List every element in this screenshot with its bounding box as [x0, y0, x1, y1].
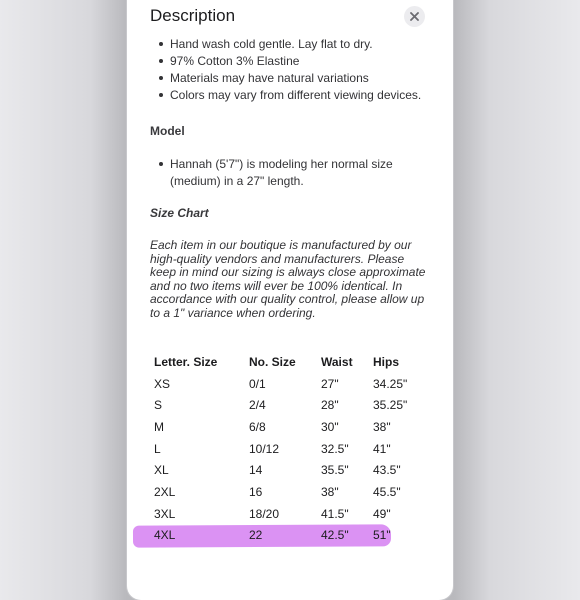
bullet-icon	[159, 162, 163, 166]
table-cell: 45.5"	[373, 484, 401, 499]
table-cell: 41"	[373, 441, 391, 456]
table-cell: 2/4	[249, 398, 266, 413]
table-cell: XS	[154, 376, 171, 391]
table-cell: 32.5"	[321, 441, 349, 456]
table-header-row	[151, 351, 423, 373]
bullet-icon	[159, 93, 163, 97]
table-cell: 6/8	[249, 419, 266, 434]
list-item: Hand wash cold gentle. Lay flat to dry.	[158, 36, 438, 53]
table-cell: 28"	[321, 398, 339, 413]
model-heading: Model	[150, 124, 185, 138]
size-table	[151, 351, 423, 546]
column-header: Letter. Size	[154, 354, 218, 369]
table-cell: L	[154, 441, 161, 456]
table-cell: 16	[249, 484, 263, 499]
table-cell: 27"	[321, 376, 339, 391]
table-cell: 38"	[321, 484, 339, 499]
table-cell: 2XL	[154, 484, 176, 499]
table-row-highlighted	[151, 525, 423, 547]
table-cell: 51"	[373, 528, 391, 543]
table-cell: S	[154, 398, 163, 413]
column-header: No. Size	[249, 354, 296, 369]
table-cell: 10/12	[249, 441, 280, 456]
table-cell: 35.25"	[373, 398, 408, 413]
size-chart-heading: Size Chart	[150, 206, 209, 220]
table-cell: 22	[249, 528, 263, 543]
table-cell: 14	[249, 463, 263, 478]
table-cell: 30"	[321, 419, 339, 434]
table-cell: XL	[154, 463, 169, 478]
close-button[interactable]	[404, 6, 425, 27]
list-item: 97% Cotton 3% Elastine	[158, 53, 438, 70]
table-row	[151, 416, 423, 438]
table-cell: 49"	[373, 506, 391, 521]
table-row	[151, 373, 423, 395]
table-cell: 0/1	[249, 376, 266, 391]
list-item: Colors may vary from different viewing devices.	[158, 87, 438, 104]
table-row	[151, 503, 423, 525]
table-cell: 4XL	[154, 528, 176, 543]
care-list	[158, 36, 438, 104]
sheet-title: Description	[150, 6, 236, 25]
table-row	[151, 481, 423, 503]
close-icon	[410, 12, 419, 21]
table-cell: 3XL	[154, 506, 176, 521]
table-cell: 41.5"	[321, 506, 349, 521]
table-row	[151, 438, 423, 460]
table-row	[151, 394, 423, 416]
list-item: Hannah (5'7") is modeling her normal size (medium) in a 27" length.	[158, 156, 398, 190]
table-cell: 18/20	[249, 506, 280, 521]
table-cell: 43.5"	[373, 463, 401, 478]
bullet-icon	[159, 59, 163, 63]
table-cell: 38"	[373, 419, 391, 434]
bullet-icon	[159, 42, 163, 46]
bullet-icon	[159, 76, 163, 80]
table-cell: 42.5"	[321, 528, 349, 543]
table-cell: 34.25"	[373, 376, 408, 391]
model-list	[158, 156, 398, 190]
size-chart-description: Each item in our boutique is manufactured by our high-quality vendors and manufacturers. Please keep in mind our sizing is always close approximate and no two items will ever be 100% identical. In accordance with our quality control, please allow up to a 1" variance when ordering.	[150, 238, 426, 320]
table-cell: M	[154, 419, 164, 434]
table-cell: 35.5"	[321, 463, 349, 478]
column-header: Waist	[321, 354, 353, 369]
list-item: Materials may have natural variations	[158, 70, 438, 87]
column-header: Hips	[373, 354, 400, 369]
table-row	[151, 459, 423, 481]
